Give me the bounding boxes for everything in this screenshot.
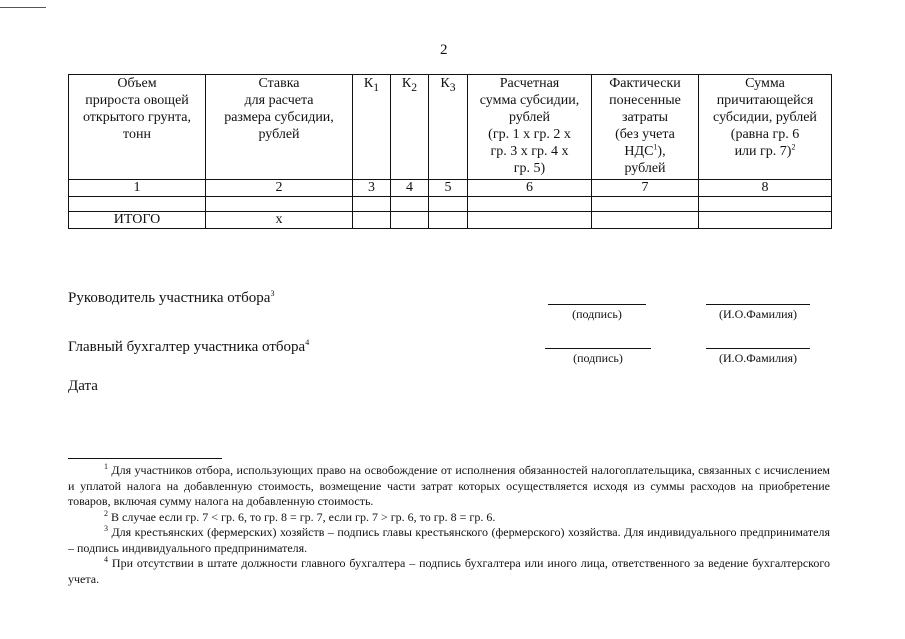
head-name-line	[706, 304, 810, 305]
date-label: Дата	[68, 378, 98, 394]
footnote: $^2$ В случае если гр. 7 < гр. 6, то гр. 8 = гр. 7, если гр. 7 > гр. 6, то гр. 8 = гр. 6.	[104, 508, 496, 524]
table-cell	[391, 212, 429, 229]
table-cell	[353, 197, 391, 212]
column-number: 4	[391, 180, 429, 197]
footnote: $^1$ Для участников отбора, использующих право на освобождение от исполнения обязанностей налогоплательщика, связанных с исчислением и уплатой налога на добавленную стоимость, возмещение части затрат которых осуществляется исходя из суммы расходов на приобретение товаров, включая сумму налога на добавленную стоимость.	[68, 462, 830, 508]
column-number: 3	[353, 180, 391, 197]
header-col-2: Ставка для расчета размера субсидии, рублей	[206, 75, 353, 180]
accountant-signature-line	[545, 348, 651, 349]
header-col-1: Объем прироста овощей открытого грунта, тонн	[69, 75, 206, 180]
table-cell	[429, 212, 468, 229]
table-cell	[699, 197, 832, 212]
header-col-k2: $К_2$	[391, 75, 429, 180]
table-cell	[206, 197, 353, 212]
footnote: $^3$ Для крестьянских (фермерских) хозяйств – подпись главы крестьянского (фермерского) хозяйства. Для индивидуального предпринимателя – подпись индивидуального предпринимателя.	[68, 524, 830, 555]
page-number: 2	[440, 42, 448, 58]
column-number: 1	[69, 180, 206, 197]
table-cell	[353, 212, 391, 229]
signature-caption: (подпись)	[572, 307, 622, 321]
head-signature-label: Руководитель участника отбора$^3$	[68, 289, 275, 306]
signature-caption: (подпись)	[573, 351, 623, 365]
header-col-7: Фактически понесенные затраты (без учета НДС$^1$), рублей	[592, 75, 699, 180]
accountant-signature-label: Главный бухгалтер участника отбора$^4$	[68, 338, 310, 355]
name-caption: (И.О.Фамилия)	[718, 307, 798, 321]
column-number-row	[69, 180, 832, 197]
total-label: ИТОГО	[69, 212, 206, 229]
subsidy-table	[68, 74, 832, 229]
header-col-8: Сумма причитающейся субсидии, рублей (равна гр. 6 или гр. 7)$^2$	[699, 75, 832, 180]
table-cell	[69, 197, 206, 212]
column-number: 8	[699, 180, 832, 197]
table-cell	[592, 212, 699, 229]
table-cell	[592, 197, 699, 212]
table-row-total	[69, 212, 832, 229]
accountant-name-line	[706, 348, 810, 349]
column-number: 5	[429, 180, 468, 197]
column-number: 2	[206, 180, 353, 197]
header-col-6: Расчетная сумма субсидии, рублей (гр. 1 х гр. 2 х гр. 3 х гр. 4 х гр. 5)	[468, 75, 592, 180]
total-rate: x	[206, 212, 353, 229]
table-cell	[468, 197, 592, 212]
column-number: 7	[592, 180, 699, 197]
table-cell	[468, 212, 592, 229]
header-col-k3: $К_3$	[429, 75, 468, 180]
footnote-separator	[68, 458, 222, 459]
name-caption: (И.О.Фамилия)	[718, 351, 798, 365]
table-row-empty	[69, 197, 832, 212]
footnote: $^4$ При отсутствии в штате должности главного бухгалтера – подпись бухгалтера или иного лица, ответственного за ведение бухгалтерского учета.	[68, 555, 830, 586]
table-cell	[699, 212, 832, 229]
head-signature-line	[548, 304, 646, 305]
table-cell	[429, 197, 468, 212]
header-col-k1: $К_1$	[353, 75, 391, 180]
footnotes	[68, 463, 830, 587]
table-cell	[391, 197, 429, 212]
table-header-row	[69, 75, 832, 180]
top-edge-line	[0, 7, 46, 8]
column-number: 6	[468, 180, 592, 197]
